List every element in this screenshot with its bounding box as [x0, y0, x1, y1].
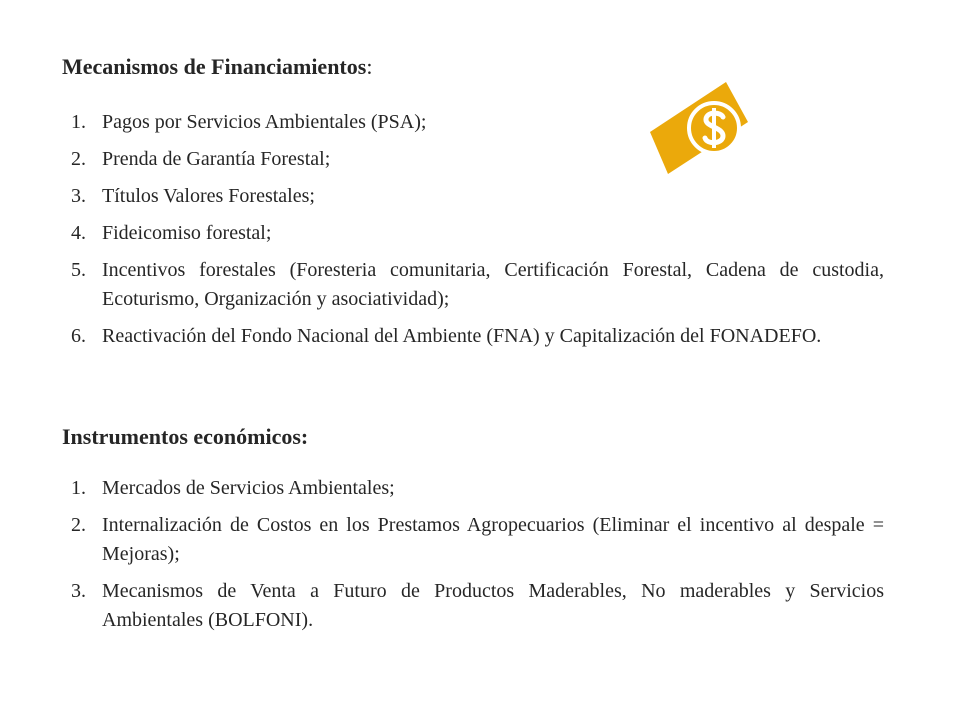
list-item-number: 3. — [71, 185, 86, 207]
list-item-text: Reactivación del Fondo Nacional del Ambiente (FNA) y Capitalización del FONADEFO. — [102, 325, 822, 347]
list-item-number: 4. — [71, 222, 86, 244]
list-item — [62, 511, 884, 569]
list-item-number: 3. — [71, 580, 86, 602]
list-item-text: Fideicomiso forestal; — [102, 222, 272, 244]
list-item-text: Mercados de Servicios Ambientales; — [102, 477, 395, 499]
section-title-economic-instruments: Instrumentos económicos: — [62, 424, 309, 449]
economic-instruments-list — [62, 474, 884, 643]
list-item — [62, 256, 884, 314]
list-item-number: 2. — [71, 514, 86, 536]
list-item-text: Pagos por Servicios Ambientales (PSA); — [102, 111, 427, 133]
list-item — [62, 108, 884, 137]
financing-mechanisms-list — [62, 108, 884, 359]
list-item-text: Internalización de Costos en los Prestamos Agropecuarios (Eliminar el incentivo al despale = Mejoras); — [102, 514, 884, 565]
list-item — [62, 322, 884, 351]
section-title-colon: : — [366, 54, 373, 79]
list-item — [62, 219, 884, 248]
list-item-text: Títulos Valores Forestales; — [102, 185, 315, 207]
list-item — [62, 145, 884, 174]
list-item-number: 2. — [71, 148, 86, 170]
list-item — [62, 474, 884, 503]
list-item-number: 1. — [71, 477, 86, 499]
list-item-number: 5. — [71, 259, 86, 281]
list-item — [62, 577, 884, 635]
list-item-text: Prenda de Garantía Forestal; — [102, 148, 331, 170]
section-title-financing-text: Mecanismos de Financiamientos — [62, 54, 367, 79]
list-item-number: 6. — [71, 325, 86, 347]
list-item — [62, 182, 884, 211]
list-item-text: Incentivos forestales (Foresteria comunitaria, Certificación Forestal, Cadena de custodia, Ecoturismo, Organización y asociatividad); — [102, 259, 884, 310]
section-title-financing — [62, 54, 372, 80]
dollar-coin-graphic — [650, 82, 748, 174]
list-item-number: 1. — [71, 111, 86, 133]
dollar-coin-icon — [650, 82, 748, 174]
list-item-text: Mecanismos de Venta a Futuro de Productos Maderables, No maderables y Servicios Ambientales (BOLFONI). — [102, 580, 884, 631]
